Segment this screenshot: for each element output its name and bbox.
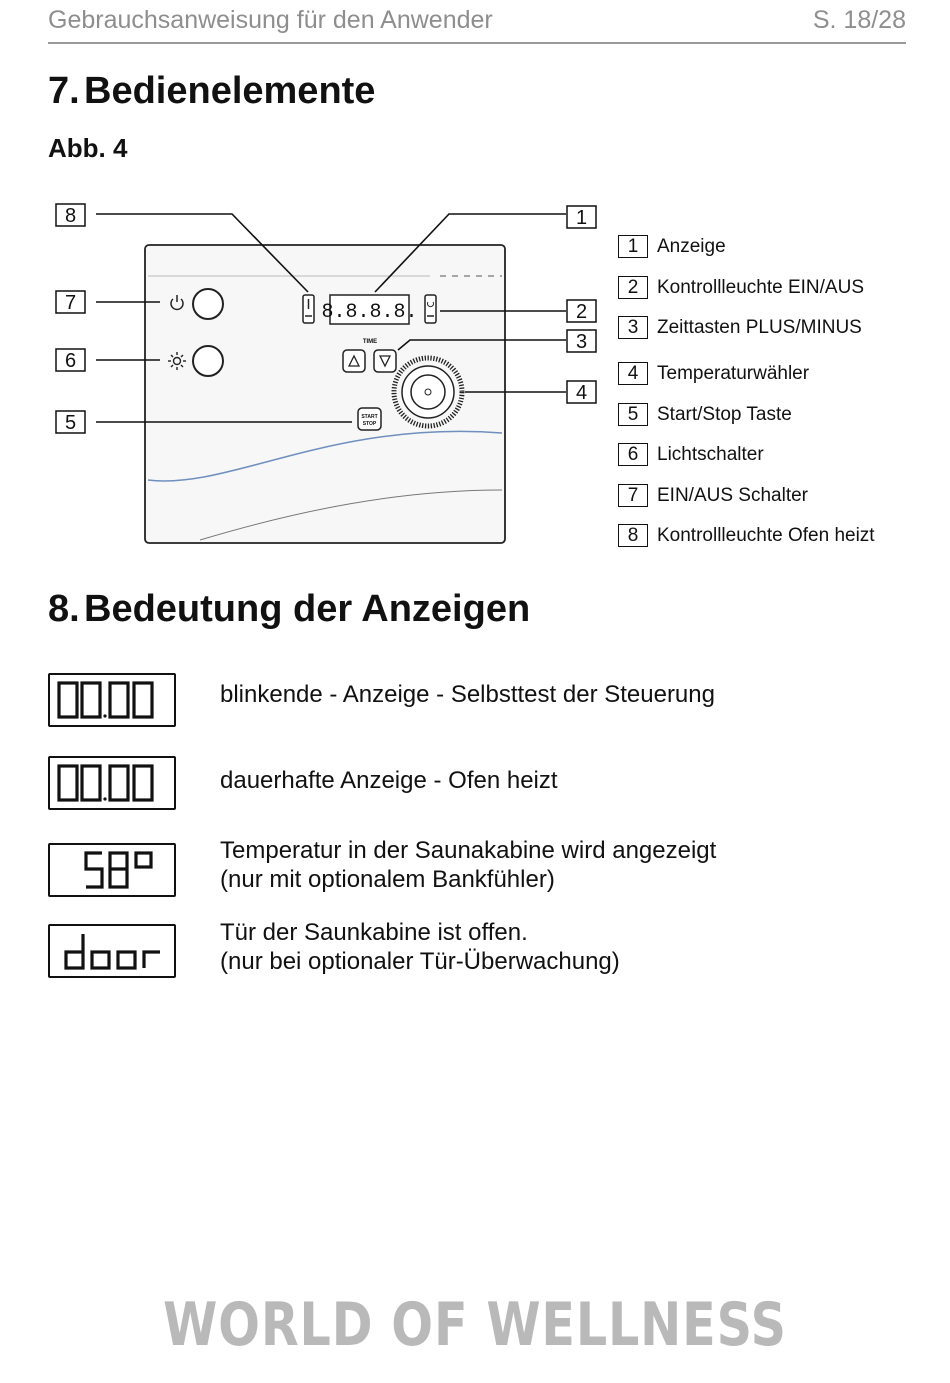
legend-number: 8 — [618, 524, 648, 547]
legend-label: Kontrollleuchte Ofen heizt — [657, 525, 875, 546]
section-number: 8. — [48, 588, 80, 630]
section-title: Bedeutung der Anzeigen — [84, 588, 531, 630]
svg-text:START: START — [361, 414, 378, 420]
svg-text:8: 8 — [64, 205, 77, 227]
display-digits — [50, 675, 174, 725]
svg-text:2: 2 — [575, 301, 588, 323]
legend-number: 1 — [618, 235, 648, 258]
display-example-heating — [48, 756, 176, 810]
svg-text:4: 4 — [575, 382, 588, 404]
section-title: Bedienelemente — [84, 70, 376, 112]
page-header — [48, 4, 906, 44]
indication-line: Tür der Saunkabine ist offen. — [220, 919, 528, 946]
light-switch — [193, 346, 223, 376]
display-digits — [50, 926, 174, 976]
svg-text:7: 7 — [64, 292, 77, 314]
svg-text:6: 6 — [64, 350, 77, 372]
indication-text — [220, 680, 715, 709]
page-number: S. 18/28 — [812, 6, 906, 34]
svg-text:STOP: STOP — [362, 421, 377, 427]
legend-label: Temperaturwähler — [657, 363, 810, 384]
control-panel-diagram — [0, 190, 610, 555]
legend-number: 3 — [618, 316, 648, 339]
onoff-indicator — [425, 295, 436, 323]
legend-label: EIN/AUS Schalter — [657, 485, 808, 506]
display-digits: 8.8.8.8. — [321, 301, 418, 324]
legend-number: 6 — [618, 443, 648, 466]
time-label: TIME — [362, 339, 378, 345]
indication-text — [220, 918, 620, 976]
svg-text:5: 5 — [64, 412, 77, 434]
section-8-heading — [48, 588, 530, 631]
legend-number: 5 — [618, 403, 648, 426]
power-switch — [193, 289, 223, 319]
legend-number: 4 — [618, 362, 648, 385]
section-7-heading — [48, 70, 375, 113]
legend-label: Kontrollleuchte EIN/AUS — [657, 277, 864, 298]
brand-logo-text: WORLD OF WELLNESS — [163, 1290, 787, 1360]
indication-line: Temperatur in der Saunakabine wird angezeigt — [220, 837, 717, 864]
legend-label: Start/Stop Taste — [657, 404, 792, 425]
legend-label: Zeittasten PLUS/MINUS — [657, 317, 862, 338]
indication-line: dauerhafte Anzeige - Ofen heizt — [220, 767, 558, 794]
display-digits — [50, 758, 174, 808]
legend-number: 7 — [618, 484, 648, 507]
indication-line: (nur bei optionaler Tür-Überwachung) — [220, 948, 620, 975]
display-example-door — [48, 924, 176, 978]
section-number: 7. — [48, 70, 80, 112]
svg-text:3: 3 — [575, 331, 588, 353]
display-example-blinking — [48, 673, 176, 727]
indication-text — [220, 766, 558, 795]
display-digits — [50, 845, 174, 895]
legend-label: Anzeige — [657, 236, 726, 257]
display-example-temperature — [48, 843, 176, 897]
document-title: Gebrauchsanweisung für den Anwender — [48, 6, 493, 34]
legend-number: 2 — [618, 276, 648, 299]
indication-line: (nur mit optionalem Bankfühler) — [220, 866, 555, 893]
time-minus-button — [374, 350, 396, 372]
indication-line: blinkende - Anzeige - Selbsttest der Steuerung — [220, 681, 715, 708]
figure-label: Abb. 4 — [48, 133, 128, 163]
time-plus-button — [343, 350, 365, 372]
legend-label: Lichtschalter — [657, 444, 764, 465]
indication-text — [220, 836, 716, 894]
svg-text:1: 1 — [575, 207, 588, 229]
